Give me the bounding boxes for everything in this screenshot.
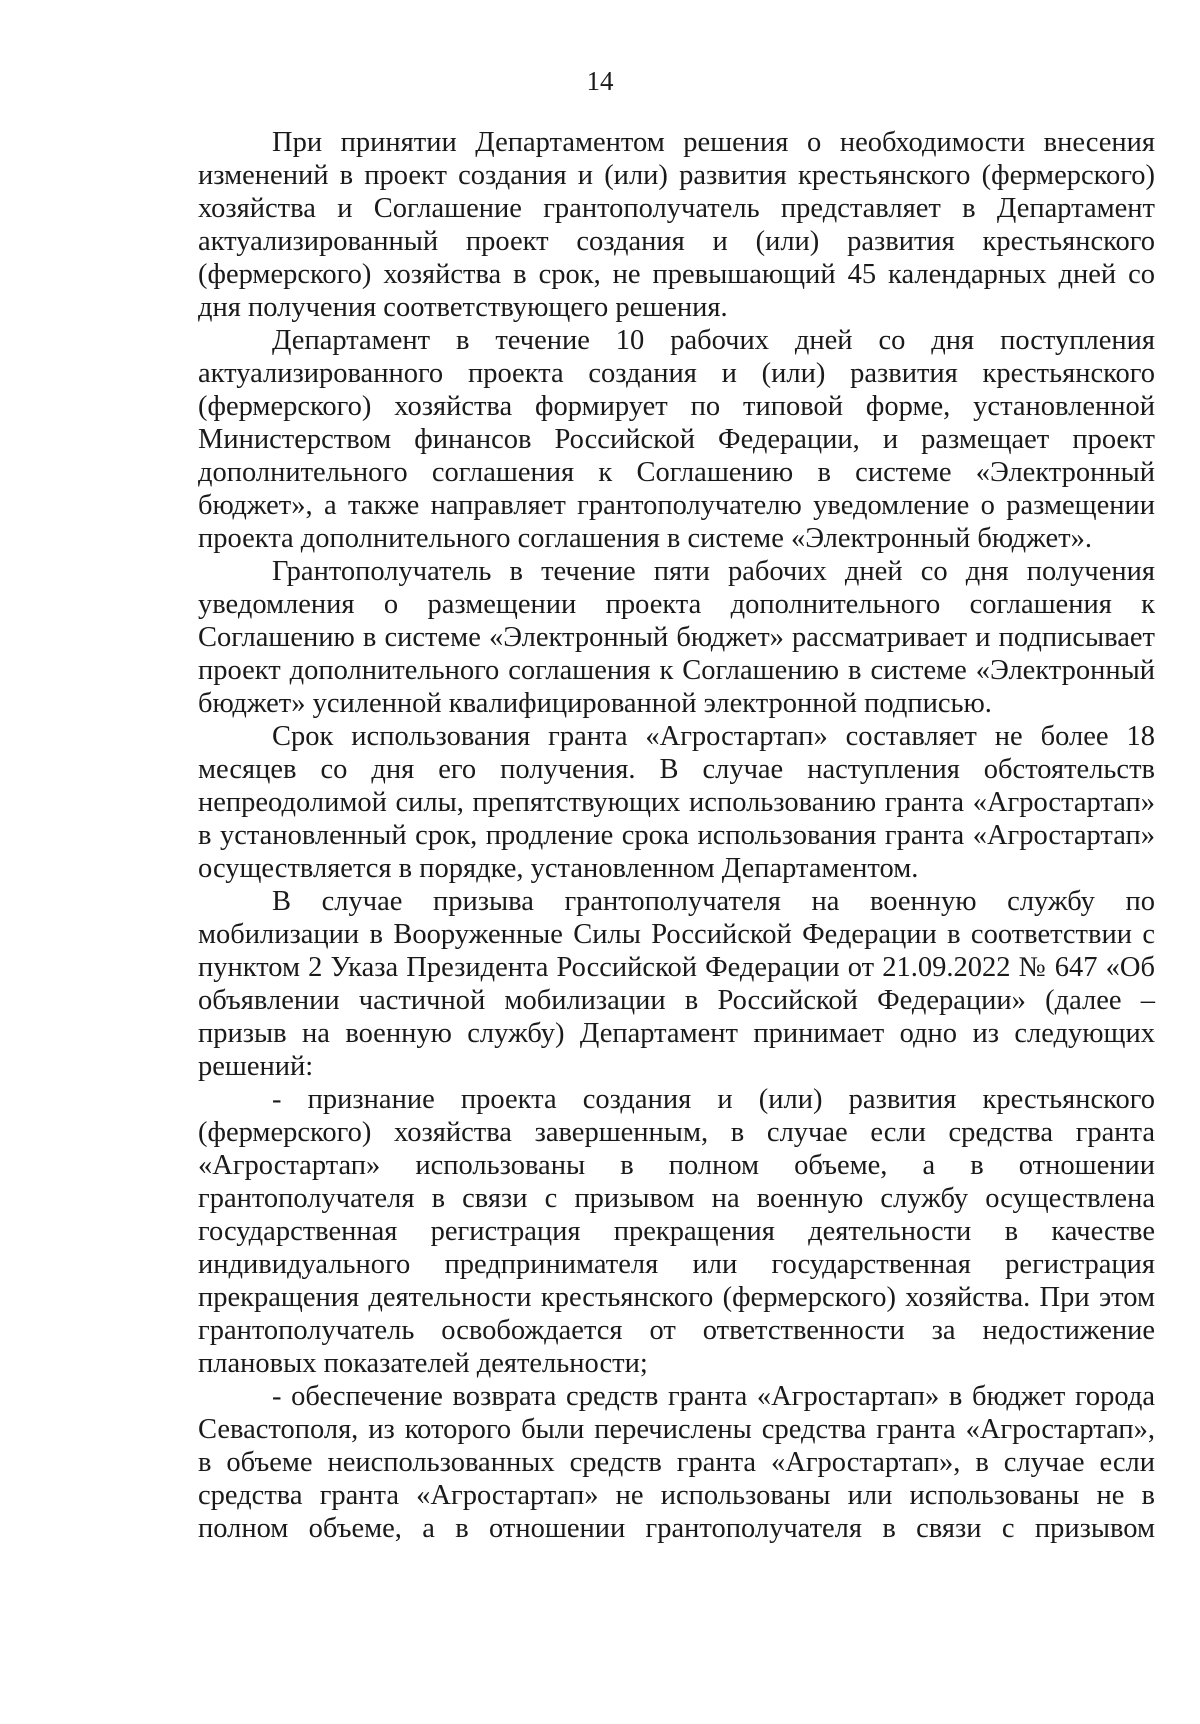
document-body	[198, 126, 1155, 1545]
paragraph-department-agreement: Департамент в течение 10 рабочих дней со дня поступления актуализированного проекта создания и (или) развития крестьянского (фермерского) хозяйства формирует по типовой форме, установленной Министерством финансов Российской Федерации, и размещает проект дополнительного соглашения к Соглашению в системе «Электронный бюджет», а также направляет грантополучателю уведомление о размещении проекта дополнительного соглашения в системе «Электронный бюджет».	[198, 325, 1155, 554]
page-number: 14	[586, 66, 614, 96]
paragraph-project-changes: При принятии Департаментом решения о необходимости внесения изменений в проект создания и (или) развития крестьянского (фермерского) хозяйства и Соглашение грантополучатель представляет в Департамент актуализированный проект создания и (или) развития крестьянского (фермерского) хозяйства в срок, не превышающий 45 календарных дней со дня получения соответствующего решения.	[198, 127, 1155, 323]
list-item-grant-return: - обеспечение возврата средств гранта «Агростартап» в бюджет города Севастополя, из которого были перечислены средства гранта «Агростартап», в объеме неиспользованных средств гранта «Агростартап», в случае если средства гранта «Агростартап» не использованы или использованы не в полном объеме, а в отношении грантополучателя в связи с призывом	[198, 1381, 1155, 1544]
paragraph-mobilization: В случае призыва грантополучателя на военную службу по мобилизации в Вооруженные Силы Российской Федерации в соответствии с пунктом 2 Указа Президента Российской Федерации от 21.09.2022 № 647 «Об объявлении частичной мобилизации в Российской Федерации» (далее – призыв на военную службу) Департамент принимает одно из следующих решений:	[198, 886, 1155, 1082]
list-item-project-completed: - признание проекта создания и (или) развития крестьянского (фермерского) хозяйства завершенным, в случае если средства гранта «Агростартап» использованы в полном объеме, а в отношении грантополучателя в связи с призывом на военную службу осуществлена государственная регистрация прекращения деятельности в качестве индивидуального предпринимателя или государственная регистрация прекращения деятельности крестьянского (фермерского) хозяйства. При этом грантополучатель освобождается от ответственности за недостижение плановых показателей деятельности;	[198, 1084, 1155, 1379]
paragraph-grantee-signing: Грантополучатель в течение пяти рабочих дней со дня получения уведомления о размещении проекта дополнительного соглашения к Соглашению в системе «Электронный бюджет» рассматривает и подписывает проект дополнительного соглашения к Соглашению в системе «Электронный бюджет» усиленной квалифицированной электронной подписью.	[198, 556, 1155, 719]
paragraph-grant-term: Срок использования гранта «Агростартап» составляет не более 18 месяцев со дня его получения. В случае наступления обстоятельств непреодолимой силы, препятствующих использованию гранта «Агростартап» в установленный срок, продление срока использования гранта «Агростартап» осуществляется в порядке, установленном Департаментом.	[198, 721, 1155, 884]
